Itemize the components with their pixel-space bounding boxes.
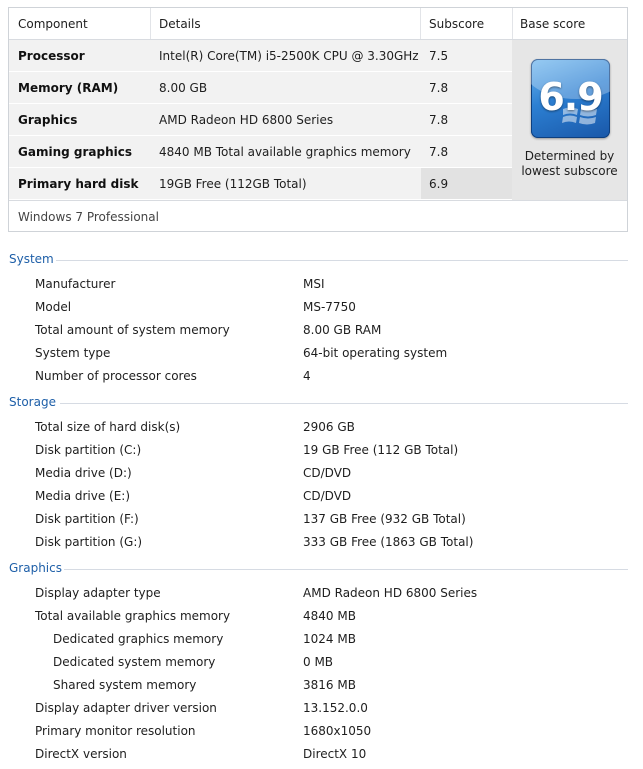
detail-row [0, 609, 643, 629]
detail-row [0, 346, 643, 366]
component-subscore: 7.8 [429, 145, 449, 159]
component-subscore: 7.8 [429, 113, 449, 127]
header-component[interactable]: Component [18, 17, 88, 31]
detail-row [0, 300, 643, 320]
section-divider [64, 569, 628, 570]
detail-label: System type [35, 346, 111, 360]
component-label: Primary hard disk [18, 177, 139, 191]
score-row-graphics [9, 104, 512, 136]
detail-row [0, 655, 643, 675]
detail-value: 1024 MB [303, 632, 356, 646]
detail-row [0, 586, 643, 606]
score-table [8, 7, 628, 232]
detail-row [0, 512, 643, 532]
base-score-note-line: Determined by [524, 149, 615, 163]
header-subscore[interactable]: Subscore [429, 17, 485, 31]
detail-label: Media drive (D:) [35, 466, 132, 480]
detail-value: 137 GB Free (932 GB Total) [303, 512, 466, 526]
detail-value: CD/DVD [303, 466, 352, 480]
detail-label: Dedicated graphics memory [53, 632, 224, 646]
base-score-badge [531, 59, 610, 138]
detail-row [0, 678, 643, 698]
component-details: 8.00 GB [159, 81, 208, 95]
detail-value: 64-bit operating system [303, 346, 448, 360]
component-details: 4840 MB Total available graphics memory [159, 145, 411, 159]
section-divider [60, 403, 628, 404]
detail-label: Total size of hard disk(s) [35, 420, 181, 434]
detail-label: Disk partition (F:) [35, 512, 139, 526]
base-score-panel [512, 40, 627, 200]
detail-value: MS-7750 [303, 300, 356, 314]
detail-value: MSI [303, 277, 325, 291]
section-title-graphics: Graphics [9, 561, 62, 575]
detail-row [0, 724, 643, 744]
component-details: AMD Radeon HD 6800 Series [159, 113, 334, 127]
detail-row [0, 323, 643, 343]
detail-label: DirectX version [35, 747, 127, 761]
header-details[interactable]: Details [159, 17, 201, 31]
detail-value: 3816 MB [303, 678, 356, 692]
detail-label: Primary monitor resolution [35, 724, 196, 738]
header-divider [512, 8, 513, 39]
detail-label: Disk partition (G:) [35, 535, 143, 549]
component-details: Intel(R) Core(TM) i5-2500K CPU @ 3.30GHz [159, 49, 419, 63]
score-table-header [9, 8, 627, 40]
score-row-gaming-graphics [9, 136, 512, 168]
section-divider [56, 260, 628, 261]
detail-value: 4 [303, 369, 311, 383]
base-score-value: 6.9 [538, 75, 603, 119]
header-base-score[interactable]: Base score [520, 17, 586, 31]
detail-label: Manufacturer [35, 277, 116, 291]
detail-label: Total amount of system memory [35, 323, 230, 337]
detail-value: 13.152.0.0 [303, 701, 368, 715]
score-rows [9, 40, 512, 200]
base-score-note [512, 149, 627, 179]
detail-value: 19 GB Free (112 GB Total) [303, 443, 459, 457]
section-title-storage: Storage [9, 395, 56, 409]
detail-label: Model [35, 300, 72, 314]
detail-row [0, 747, 643, 767]
section-title-system: System [9, 252, 54, 266]
detail-label: Number of processor cores [35, 369, 197, 383]
component-subscore: 7.8 [429, 81, 449, 95]
detail-row [0, 632, 643, 652]
component-subscore: 7.5 [429, 49, 449, 63]
component-subscore: 6.9 [429, 177, 449, 191]
base-score-note-line: lowest subscore [521, 164, 618, 178]
detail-value: 1680x1050 [303, 724, 372, 738]
detail-value: 4840 MB [303, 609, 356, 623]
detail-value: 333 GB Free (1863 GB Total) [303, 535, 474, 549]
detail-label: Shared system memory [53, 678, 197, 692]
detail-row [0, 466, 643, 486]
detail-label: Dedicated system memory [53, 655, 216, 669]
component-label: Gaming graphics [18, 145, 132, 159]
detail-value: AMD Radeon HD 6800 Series [303, 586, 478, 600]
component-label: Memory (RAM) [18, 81, 119, 95]
detail-row [0, 369, 643, 389]
score-row-processor [9, 40, 512, 72]
score-row-memory [9, 72, 512, 104]
detail-row [0, 420, 643, 440]
detail-row [0, 535, 643, 555]
detail-value: 0 MB [303, 655, 334, 669]
windows-edition-row [9, 200, 627, 232]
detail-label: Display adapter driver version [35, 701, 217, 715]
detail-value: CD/DVD [303, 489, 352, 503]
detail-value: 8.00 GB RAM [303, 323, 382, 337]
detail-label: Display adapter type [35, 586, 161, 600]
detail-row [0, 489, 643, 509]
score-row-primary-hard-disk [9, 168, 512, 200]
component-label: Graphics [18, 113, 78, 127]
detail-label: Media drive (E:) [35, 489, 131, 503]
detail-label: Disk partition (C:) [35, 443, 142, 457]
detail-row [0, 443, 643, 463]
windows-edition: Windows 7 Professional [18, 210, 159, 224]
detail-label: Total available graphics memory [35, 609, 231, 623]
header-divider [150, 8, 151, 39]
detail-value: DirectX 10 [303, 747, 367, 761]
component-details: 19GB Free (112GB Total) [159, 177, 307, 191]
header-divider [420, 8, 421, 39]
detail-row [0, 701, 643, 721]
component-label: Processor [18, 49, 85, 63]
detail-row [0, 277, 643, 297]
detail-value: 2906 GB [303, 420, 355, 434]
